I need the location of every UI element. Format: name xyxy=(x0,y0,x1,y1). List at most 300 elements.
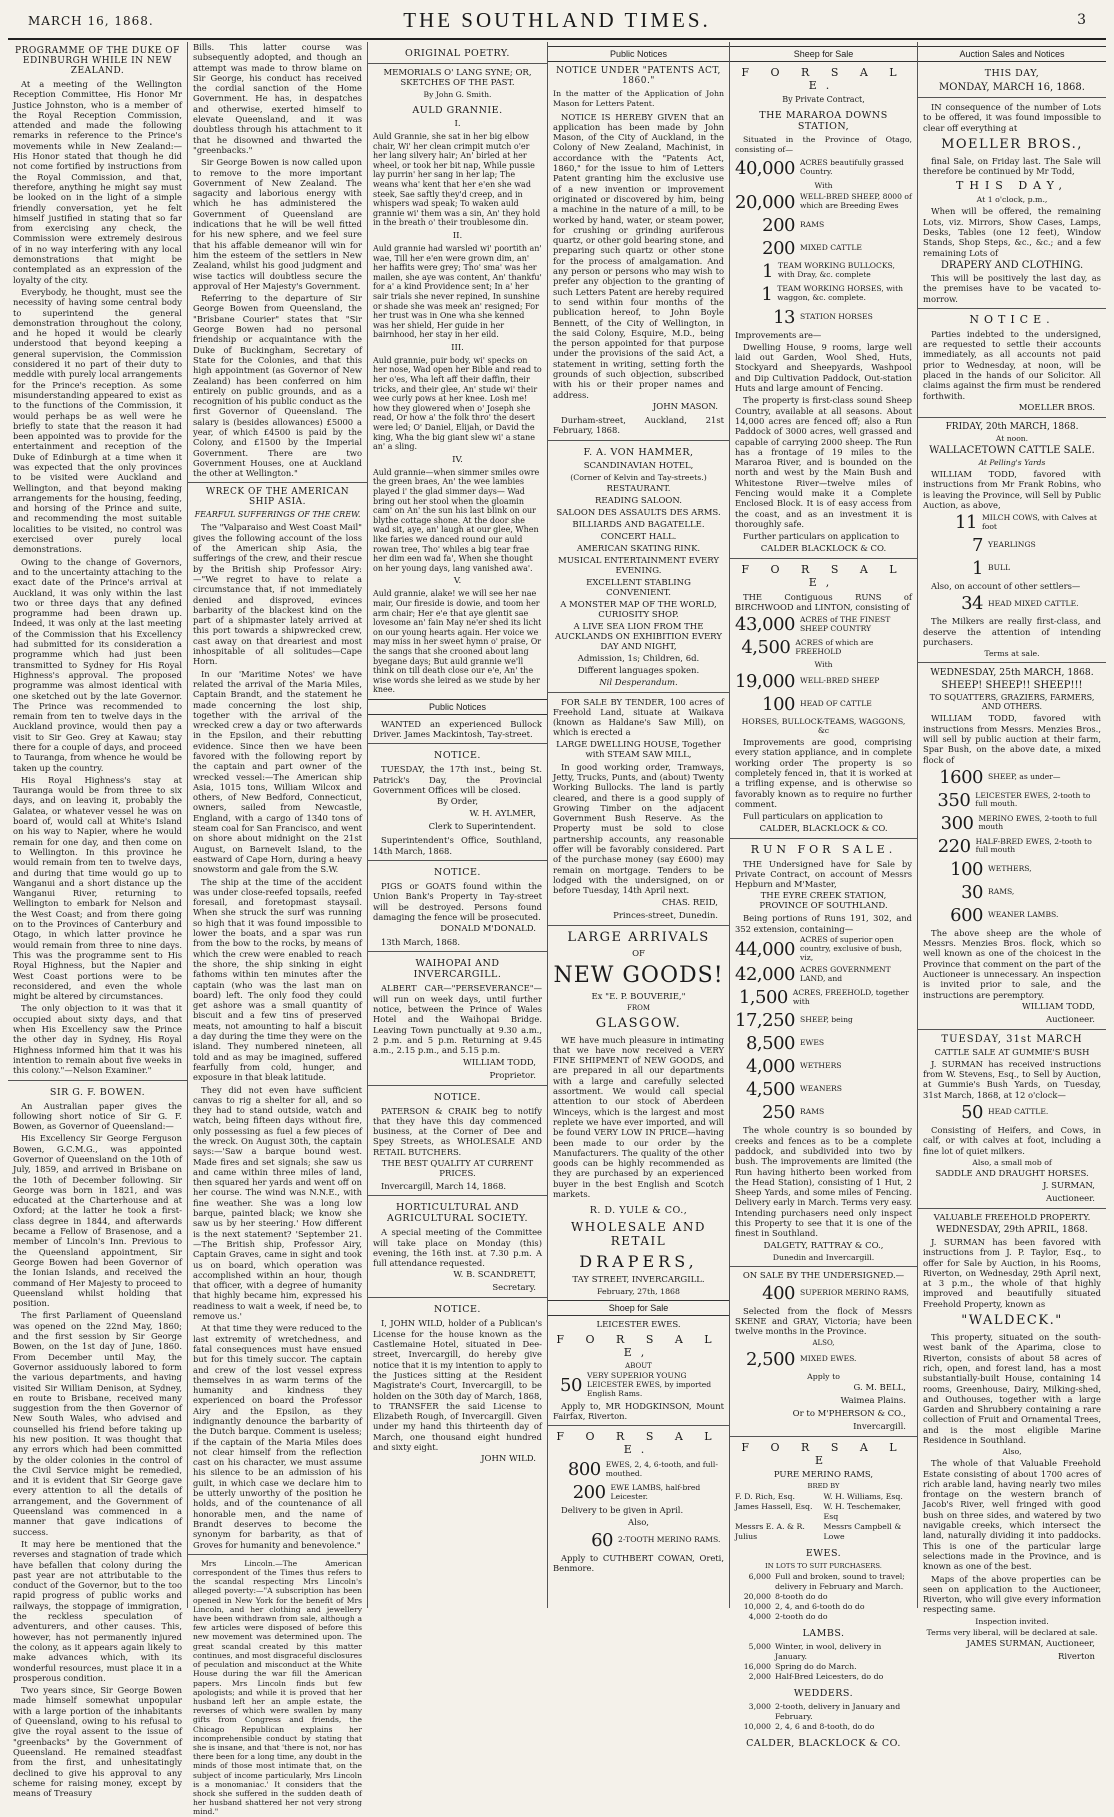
quantity: 17,250 xyxy=(735,1010,795,1032)
hotel-name: F. A. VON HAMMER, xyxy=(583,446,694,458)
notice-text: WILLIAM TODD, favored with instructions from Mr Frank Robins, who is leaving the Province, will Sell by Public Auction, as above, xyxy=(923,468,1101,510)
notice-text: Being portions of Runs 191, 302, and 352 extension, containing— xyxy=(735,913,912,934)
hotel-address: (Corner of Kelvin and Tay-streets.) xyxy=(570,472,707,482)
column-4 xyxy=(548,42,730,1608)
amenity: SALOON DES ASSAULTS DES ARMS. xyxy=(556,507,721,518)
article-paragraph: Owing to the change of Governors, and to the uncertainty attaching to the exact date of the Prince's arrival at Auckland, it was only within the last two or three days that any defined programme had been drawn up. Indeed, it was only at the last meeting of the Commission that his Excellency had submitted for its consideration a programme which had just been transmitted to Sydney for His Royal Highness's approval. The proposed programme was almost identical with one sketched out by the late Governor. The Prince was recommended to remain from ten to twelve days in the Auckland province, would then pay a visit to Sir Geo. Grey at Kawau; stay there for a couple of days, and proceed to Tauranga, from whence he would be taken up the country. xyxy=(13,556,182,773)
notice-text: BRED BY xyxy=(807,1481,840,1490)
quantity: 10,000 xyxy=(743,1721,771,1731)
sale-date: MONDAY, MARCH 16, 1868. xyxy=(939,82,1085,93)
notice-text: NOTICE IS HEREBY GIVEN that an application has been made by John Mason, of the City of Auckland, in the Colony of New Zealand, Machinist, in accordance with the "Patents Act, 1860," for the issue to him of Letters Patent granting him the exclusive use of a new invention or improvement originated or discovered by him, being a machine in the nature of a mill, to be worked by hand, water, or steam power, for crushing or grinding auriferous quartz, or other gold bearing stone, and preparing such quartz or other stone for the process of amalgamation. And any person or persons who may wish to prefer any objection to the granting of such Letters Patent are hereby required to send within four months of the publication hereof, to John Boyle Bennett, of the City of Wellington, in the said Colony, Esquire, M.D., being the person appointed for that purpose under the provisions of the said Act, a statement in writing, setting forth the grounds of such objection, subscribed with his or their proper names and address. xyxy=(553,111,724,400)
divider xyxy=(918,1208,1106,1209)
quantity: 800 xyxy=(567,1459,601,1481)
notice-text: PATERSON & CRAIK beg to notify that they have this day commenced business, at the Corner of Dee and Spey Streets, as WHOLESALE AND RETAIL BUTCHERS. xyxy=(373,1105,542,1157)
ad-text: WE have much pleasure in intimating that we have now received a VERY FINE SHIPMENT of NEW GOODS, and are prepared in all our departments with a large and carefully selected assortment. We would call special attention to our stock of Aberdeen Winceys, which is the largest and most replete we have ever imported, and will be found VERY LOW IN PRICE—having been made to our order by the Manufacturers. The quality of the other goods can be highly recommended as they are purchased by an experienced buyer in the best English and Scotch markets. xyxy=(553,1034,724,1199)
for-sale-heading: F O R S A L E, xyxy=(556,1333,721,1360)
description: SUPERIOR MERINO RAMS, xyxy=(800,1287,909,1297)
masthead xyxy=(8,6,1106,40)
amenity: BILLIARDS AND BAGATELLE. xyxy=(572,519,705,530)
hotel-subtitle: SCANDINAVIAN HOTEL, xyxy=(583,460,694,471)
quantity: 16,000 xyxy=(743,1661,771,1671)
notice-text: With xyxy=(814,660,833,670)
divider xyxy=(188,1554,367,1555)
stock-line xyxy=(735,284,912,305)
description: 2-tooth do do xyxy=(775,1611,828,1621)
notice-text: Durham-street, Auckland, 21st February, 1868. xyxy=(553,414,724,436)
article-paragraph: They did not even have sufficient canvas to rig a shelter for all, and so they had to stand outside, watch and watch, being fifteen days without fire, only possessing as fuel a few pieces of the wreck. On August 30th, the captain says:—'Saw a barque bound west. Made fires and set signals; she saw us and came within three miles of land, then squared her yards and went off on her course. The wind was N.N.E., with fine weather. She was a long low barque, painted black; we know she saw us by her steering.' How different is the next statement? 'September 21.—The British ship, Professor Airy, Captain Graves, came in sight and took us on board, which operation was accomplished within an hour, though that officer, with a degree of humanity that highly became him, expressed his readiness to wait a week, if need be, to remove us.' xyxy=(193,1084,362,1322)
notice-text: When will be offered, the remaining Lots, viz. Mirrors, Show Cases, Lamps, Desks, Tables (one 12 feet), Window Stands, Shop Steps, &c., &c.; and a few remaining Lots of xyxy=(923,206,1101,258)
notice-text: Improvements are— xyxy=(735,329,822,340)
description: ACRES of which are FREEHOLD xyxy=(795,637,874,656)
stock-line xyxy=(735,964,912,985)
description: RAMS xyxy=(800,219,825,229)
description: BULL xyxy=(988,563,1011,573)
notice-heading: WEDDERS. xyxy=(793,1687,854,1699)
divider xyxy=(368,951,547,952)
notice-text: Improvements are good, comprising every station appliance, and in complete working order The property is so completely fenced in, that it is worked at a trifling expense, and is otherwise so favorably known as to require no further comment. xyxy=(735,737,912,809)
breeder: W. H. Williams, Esq. xyxy=(823,1491,903,1501)
article-paragraph: It may here be mentioned that the reverses and stagnation of trade which have befallen that colony during the past year are not attributable to the conduct of the Governor, but to the too rapid progress of public works and railways, the stoppage of immigration, the reckless speculation of adventurers, and other causes. This, however, has not permanently injured the colony, as it appears again likely to make advances which, with its wonderful resources, must place it in a prosperous condition. xyxy=(13,1538,182,1683)
description: ACRES beautifully grassed Country. xyxy=(799,158,904,177)
stock-line xyxy=(735,987,912,1008)
for-sale-heading: F O R S A L E, xyxy=(741,562,906,589)
description: MIXED EWES. xyxy=(800,1353,857,1363)
quantity: 200 xyxy=(572,1482,606,1504)
divider xyxy=(368,63,547,64)
property-name: "WALDECK." xyxy=(961,1313,1063,1329)
notice-text: By Order, xyxy=(436,797,479,808)
quantity: 5,000 xyxy=(748,1641,771,1651)
description: VERY SUPERIOR YOUNG LEICESTER EWES, by imported English Rams. xyxy=(586,1371,712,1398)
quantity: 250 xyxy=(762,1102,795,1124)
stock-line xyxy=(735,1033,912,1054)
article-subheading: FEARFUL SUFFERINGS OF THE CREW. xyxy=(194,510,361,520)
notice-text: The whole country is so bounded by creeks and fences as to be a complete paddock, and subdivided into two by bush. The improvements are limited (the Run having hitherto been worked from the Head Station), consisting of 1 Hut, 2 Sheep Yards, and some miles of Fencing. Delivery early in March. Terms very easy. Intending purchasers need only inspect this Property to see that it is one of the finest in Southland. xyxy=(735,1125,912,1239)
notice-text: LARGE DWELLING HOUSE, Together with STEAM SAW MILL, xyxy=(556,739,721,760)
ad-headline: LARGE ARRIVALS xyxy=(567,929,710,945)
table-row xyxy=(735,1612,912,1622)
amenity: READING SALOON. xyxy=(595,495,682,506)
notice-text: The above sheep are the whole of Messrs. Menzies Bros. flock, which so well known as one of the choicest in the Province that comment on the part of the Auctioneer is unnecessary. An inspection is invited prior to sale, and the instructions are peremptory. xyxy=(923,927,1101,1000)
firm-line: DRAPERS, xyxy=(579,1252,698,1272)
article-heading: SIR G. F. BOWEN. xyxy=(49,1086,146,1098)
stock-line xyxy=(735,238,912,259)
signature-title: Proprietor. xyxy=(489,1070,536,1081)
stock-line xyxy=(735,694,912,715)
signature: JAMES SURMAN, Auctioneer, xyxy=(966,1638,1095,1649)
notice-text: The Milkers are really first-class, and deserve the attention of intending purchasers. xyxy=(923,616,1101,648)
section-header: Auction Sales and Notices xyxy=(918,46,1106,62)
quantity: 4,000 xyxy=(745,1056,795,1078)
firm-name: DALGETY, RATTRAY & CO., xyxy=(763,1240,884,1251)
motto: Nil Desperandum. xyxy=(599,677,678,688)
article-paragraph: At a meeting of the Wellington Reception Committee, His Honor Mr Justice Johnston, who is a member of the Royal Reception Commission, attended and made the following remarks in reference to the Prince's movements while in New Zealand:—His Honor stated that though he did not come fortified by instructions from the Royal Commission, and that, therefore, anything he might say must be looked on in the light of a simple friendly conversation, yet he felt himself justified in stating that so far from exercising any check, the Commission were extremely desirous of in no way interfering with any local demonstrations that might be contemplated as an expression of the loyalty of the city. xyxy=(13,79,182,285)
notice-heading: LAMBS. xyxy=(802,1627,845,1639)
firm-line: WHOLESALE AND RETAIL xyxy=(570,1220,707,1249)
column-1 xyxy=(8,42,188,1799)
quantity: 1 xyxy=(972,558,983,580)
description: Half-Bred Leicesters, do do xyxy=(775,1671,884,1681)
notice-text: FOR SALE BY TENDER, 100 acres of Freehold Land, situate at Waikava (known as Haldane's Saw Mill), on which is erected a xyxy=(553,696,724,738)
notice-text: Apply to CUTHBERT COWAN, Oreti, Benmore. xyxy=(553,1552,724,1573)
firm-name: R. D. YULE & CO., xyxy=(589,1205,688,1217)
quantity: 60 xyxy=(591,1529,613,1551)
notice-heading: NOTICE. xyxy=(434,750,481,762)
notice-text: Further particulars on application to xyxy=(743,531,900,542)
sale-subheading: SADDLE AND DRAUGHT HORSES. xyxy=(935,1168,1089,1179)
notice-text: By Private Contract, xyxy=(782,95,865,104)
quantity: 1 xyxy=(761,283,773,305)
description: WELL-BRED SHEEP, 8000 of which are Breeding Ewes xyxy=(799,192,912,211)
sale-heading: DRAPERY AND CLOTHING. xyxy=(940,259,1084,271)
stock-line xyxy=(923,593,1101,614)
ewes-table xyxy=(735,1572,912,1622)
notice-text: J. SURMAN has been favored with instructions from J. P. Taylor, Esq., to offer for Sale by Auction, in his Rooms, Riverton, on Wednesday, 29th April next, at 3 p.m., the whole of that highly improved and beautifully situated Freehold Property, known as xyxy=(923,1236,1101,1309)
article-paragraph: Bills. This latter course was subsequently adopted, and though an attempt was made to throw blame on Sir George, his conduct has received the cordial sanction of the Home Government. He has, in despatches and otherwise, exerted himself to elevate Queensland, and it was doubtless through his attachment to it that he disowned and thwarted the "greenbacks." xyxy=(193,42,362,155)
sale-heading: VALUABLE FREEHOLD PROPERTY. xyxy=(933,1212,1091,1223)
article-paragraph: Everybody, he thought, must see the necessity of having some central body to superintend the general demonstration throughout the colony, and he hoped it would be clearly understood that beyond keeping a general supervision, the Commission considered it no part of their duty to meddle with purely local arrangements for the Prince's reception. As some misunderstanding appeared to exist as to the functions of the Commission, it would perhaps be as well were he briefly to state that the reason it had been appointed was to provide for the entertainment and reception of the Duke of Edinburgh at a time when it was expected that the only provinces to be visited were Auckland and Wellington, and that beyond making arrangements for the housing, feeding, and horsing of the Prince and suite, and recommending the most suitable localities to be visited, no control was exercised over purely local demonstrations. xyxy=(13,286,182,555)
article-paragraph: Sir George Bowen is now called upon to remove to the more important Government of New Zealand. The sagacity and laborious energy with which he has administered the Government of Queensland are indications that he will be well fitted for his new sphere, and we feel sure that his affable demeanor will win for him the esteem of the settlers in New Zealand, whilst his good judgment and wise tactics will doubtless secure the approval of Her Majesty's Government. xyxy=(193,157,362,291)
table-row xyxy=(735,1642,912,1662)
divider xyxy=(918,662,1106,663)
quantity: 6,000 xyxy=(748,1571,771,1581)
quantity: 13 xyxy=(773,306,795,328)
notice-text: THE BEST QUALITY AT CURRENT PRICES. xyxy=(381,1159,534,1179)
notice-heading: LEICESTER EWES. xyxy=(596,1320,681,1331)
notice-text: WANTED an experienced Bullock Driver. James Mackintosh, Tay-street. xyxy=(373,718,542,740)
divider xyxy=(730,558,917,559)
admission: Admission, 1s; Children, 6d. xyxy=(577,653,700,664)
notice-text: Parties indebted to the undersigned, are requested to settle their accounts immediately, as all accounts not paid prior to Wednesday, at noon, will be placed in the hands of our Solicitor. All claims against the firm must be rendered forthwith. xyxy=(923,328,1101,401)
for-sale-heading: F O R S A L E. xyxy=(556,1430,721,1457)
notice-text: Consisting of Heifers, and Cows, in calf, or with calves at foot, including a fine lot of quiet milkers. xyxy=(923,1125,1101,1156)
quantity: 300 xyxy=(940,812,974,834)
description: 2, 4, and 6-tooth do do xyxy=(775,1601,865,1611)
quantity: 4,500 xyxy=(741,637,791,659)
signature: WILLIAM TODD, xyxy=(463,1057,536,1068)
notice-date: Invercargill, March 14, 1868. xyxy=(381,1181,507,1191)
breeder: W. H. Teschemaker, Esq xyxy=(823,1501,901,1521)
firm-address: TAY STREET, INVERCARGILL. xyxy=(572,1275,705,1286)
divider xyxy=(918,1029,1106,1030)
notice-text: This will be positively the last day, as the premises have to be vacated to-morrow. xyxy=(923,272,1101,304)
quantity: 43,000 xyxy=(735,614,795,636)
notice-text: Also, xyxy=(1002,1447,1022,1457)
sale-date: WEDNESDAY, 25th MARCH, 1868. xyxy=(930,667,1094,679)
signature: Or to M'PHERSON & CO., xyxy=(792,1408,906,1419)
section-header: Sheep for Sale xyxy=(730,46,917,62)
quantity: 1,500 xyxy=(738,987,788,1009)
stock-line xyxy=(735,1349,912,1370)
notice-text: ABOUT xyxy=(625,1362,652,1371)
signature-address: Waimea Plains. xyxy=(840,1395,906,1406)
ad-headline: NEW GOODS! xyxy=(553,962,724,988)
description: RAMS xyxy=(800,1107,825,1117)
divider xyxy=(918,97,1106,98)
article-paragraph: The ship at the time of the accident was under close-reefed topsails, reefed foresail, and foretopmast staysail. When she struck the surf was running so high that it was found impossible to lower the boats, and a spar was run from the bow to the rocks, by means of which the crew were enabled to reach the shore, the ship sinking in eight fathoms within ten minutes after the captain (who was the last man on board) left. The only food they could get ashore was a small quantity of biscuit and a few tins of preserved meats, not amounting to half a biscuit a day during the time they were on the island. They numbered nineteen, all told and as may be imagined, suffered fearfully from cold, hunger, and exposure in that bleak latitude. xyxy=(193,876,362,1083)
description: 2-tooth, delivery in January and February. xyxy=(775,1701,901,1721)
stanza-number: I. xyxy=(454,119,461,129)
article-paragraph: An Australian paper gives the following short notice of Sir G. F. Bowen, as Governor of Queensland:— xyxy=(13,1100,182,1132)
notice-text: IN LOTS TO SUIT PURCHASERS. xyxy=(765,1561,882,1570)
signature-title: Secretary. xyxy=(492,1283,536,1294)
stanza-number: V. xyxy=(453,576,462,587)
quantity: 11 xyxy=(955,512,977,534)
firm-address: Dunedin and Invercargill. xyxy=(772,1252,875,1262)
ad-subline: Ex "E. P. BOUVERIE," xyxy=(591,991,686,1002)
description: LEICESTER EWES, 2-tooth to full mouth. xyxy=(975,790,1091,809)
quantity: 200 xyxy=(762,214,795,236)
signature: J. SURMAN, xyxy=(1043,1180,1095,1191)
notice-text: ALSO, xyxy=(812,1338,835,1347)
firm-name: MOELLER BROS., xyxy=(941,136,1083,152)
sale-heading: CATTLE SALE AT GUMMIE'S BUSH xyxy=(934,1046,1090,1057)
description: YEARLINGS xyxy=(988,540,1036,550)
stanza: Auld grannie had warsled wi' poortith an' wae, Till her e'en were grown dim, an' her haffits were grey; Tho' sma' was her mailen, she aye was content, An' thankfu' for a' a kind Providence sent; In a' her sair trials she never repined, In sunshine or shade she was meek an' resigned; For her trust was in One wha she kenned was her shield, Her guide in her bairnhood, her stay in her eild. xyxy=(373,243,542,340)
quantity: 100 xyxy=(762,694,795,716)
breeders-list xyxy=(735,1492,912,1542)
article-paragraph: The first Parliament of Queensland was opened on the 22nd May, 1860; and the first session by Sir George Bowen, on the 1st day of June, 1860. From December until May, the Governor assiduously labored to form the various departments, and having visited Sir William Denison, at Sydney, en route to Brisbane, received many suggestion from the then Governor of New South Wales, who advised and counselled his friend before taking up his new position. It was thought that any errors which had been committed by the older colonies in the control of the Civil Service might be remedied, and it is evident that Sir George gave every attention to all the details of arrangement, and the Government of Queensland was commenced in a manner that gave indications of success. xyxy=(13,1310,182,1537)
stock-line xyxy=(735,1102,912,1123)
signature-address: Riverton xyxy=(1057,1651,1095,1662)
quantity: 1600 xyxy=(939,766,983,788)
description: MILCH COWS, with Calves at foot xyxy=(981,512,1097,531)
quantity: 42,000 xyxy=(735,964,795,986)
divider xyxy=(368,1085,547,1086)
table-row xyxy=(735,1702,912,1722)
firm-name: CALDER, BLACKLOCK & CO. xyxy=(746,1737,901,1749)
description: EWES, 2, 4, 6-tooth, and full-mouthed. xyxy=(605,1459,718,1478)
notice-text: J. SURMAN has received instructions from W. Stevens, Esq., to Sell by Auction, at Gummie's Bush Yards, on Tuesday, 31st March, 1868, at 12 o'clock— xyxy=(923,1058,1101,1100)
notice-text: Selected from the flock of Messrs SKENE and GRAY, Victoria; have been twelve months in the Province. xyxy=(735,1305,912,1337)
signature-title: Clerk to Superintendent. xyxy=(428,822,536,833)
notice-heading: NOTICE. xyxy=(434,1091,481,1103)
signature: W. H. AYLMER, xyxy=(469,809,536,820)
quantity: 7 xyxy=(972,535,983,557)
divider xyxy=(918,308,1106,309)
divider xyxy=(918,417,1106,418)
table-row xyxy=(735,1662,912,1672)
issue-date: MARCH 16, 1868. xyxy=(28,14,154,28)
stock-line xyxy=(735,936,912,962)
description: 2-TOOTH MERINO RAMS. xyxy=(618,1534,721,1544)
quantity: 4,500 xyxy=(745,1079,795,1101)
stock-line xyxy=(735,1283,912,1304)
description: HALF-BRED EWES, 2-tooth to full mouth xyxy=(975,836,1092,855)
stock-line xyxy=(735,215,912,236)
article-paragraph: Mrs Lincoln.—The American correspondent of the Times thus refers to the scandal respecting Mrs Lincoln's alleged poverty:—"A subscription has been opened in New York for the benefit of Mrs Lincoln, and her clothing and jewellery have been withdrawn from sale, although a few articles were disposed of before this new movement was determined upon. The great scandal created by this matter continues, and most disgraceful disclosures of peculation and misconduct at the White House during the war fill the American papers. Mrs Lincoln finds but few apologists; and while it is proved that her husband left her an ample estate, the reverses of which were swallen by many gifts from Congress and friends, the Chicago Republican explains her incomprehensible conduct by stating that she is insane, and that 'there is not, nor has there been for a long time, any doubt in the minds of those most intimate that, on the subject of income particularly, Mrs Lincoln is a monomaniac.' It considers that the shock she suffered in the sudden death of her husband shattered her not very strong mind." xyxy=(193,1558,362,1817)
amenity: EXCELLENT STABLING CONVENIENT. xyxy=(586,577,691,598)
description: SHEEP, as under— xyxy=(988,771,1061,781)
article-paragraph: The "Valparaiso and West Coast Mail" gives the following account of the loss of the American ship Asia, the sufferings of the crew, and their rescue by the British ship Professor Airy:—"We regret to have to relate a circumstance that, if not immediately denied and disproved, evinces barbarity of the blackest kind on the part of a shipmaster lately arrived at this port towards a shipwrecked crew, cast away on that dreariest and most inhospitable of all solitudes—Cape Horn. xyxy=(193,522,362,667)
description: HEAD OF CATTLE xyxy=(800,699,872,709)
description: Spring do do March. xyxy=(775,1661,857,1671)
section-heading: ORIGINAL POETRY. xyxy=(405,48,510,59)
description: MIXED CATTLE xyxy=(800,242,862,252)
quantity: 100 xyxy=(950,858,983,880)
notice-text: Delivery to be given in April. xyxy=(561,1505,684,1516)
amenity: AMERICAN SKATING RINK. xyxy=(576,543,701,554)
quantity: 20,000 xyxy=(743,1591,771,1601)
divider xyxy=(188,482,367,483)
notice-heading: NOTICE. xyxy=(969,312,1055,326)
description: HEAD MIXED CATTLE. xyxy=(988,598,1079,608)
quantity: 8,500 xyxy=(745,1033,795,1055)
for-sale-heading: F O R S A L E. xyxy=(741,66,906,92)
description: WEANERS xyxy=(800,1084,842,1094)
divider xyxy=(548,925,729,926)
stock-line xyxy=(553,1530,724,1551)
notice-text: Inspection invited. xyxy=(975,1616,1049,1626)
stock-line xyxy=(923,836,1101,857)
sale-heading: THIS DAY, xyxy=(956,179,1068,193)
signature: WILLIAM TODD, xyxy=(1022,1001,1095,1012)
stock-line xyxy=(735,1056,912,1077)
quantity: 50 xyxy=(560,1374,582,1396)
notice-text: IN consequence of the number of Lots to be offered, it was found impossible to clear off everything at xyxy=(923,102,1101,133)
sale-heading: THIS DAY, xyxy=(984,68,1040,79)
stanza: Auld grannie—when simmer smiles owre the green braes, An' the wee lambies played i' the glad simmer days— Wad bring out her stool when the gloamin cam' on An' the sun his last blink on our blythe cottage shone. At the door she wad sit, aye, an' laugh at our glee, When like faries we danced round our auld rowan tree, Tho' whiles a big tear frae her dim een wad fa', When she thought on her young days, lang vanished awa'. xyxy=(373,467,540,573)
signature-address: Princes-street, Dunedin. xyxy=(613,910,718,921)
description: STATION HORSES xyxy=(800,311,873,321)
notice-text: TUESDAY, the 17th inst., being St. Patrick's Day, the Provincial Government Offices will be closed. xyxy=(373,764,542,796)
notice-text: A special meeting of the Committee will take place on Monday (this) evening, the 16th inst. at 7.30 p.m. A full attendance requested. xyxy=(373,1227,542,1269)
notice-heading: NOTICE. xyxy=(434,866,481,878)
quantity: 34 xyxy=(961,593,983,615)
divider xyxy=(368,860,547,861)
amenity: Different languages spoken. xyxy=(577,665,700,676)
description: 8-tooth do do xyxy=(775,1591,828,1601)
sale-heading: WALLACETOWN CATTLE SALE. xyxy=(929,444,1095,456)
section-header: Public Notices xyxy=(368,699,547,715)
description: Winter, in wool, delivery in January. xyxy=(775,1641,882,1661)
quantity: 2,000 xyxy=(748,1671,771,1681)
amenity: A LIVE SEA LION FROM THE AUCKLANDS ON EXHIBITION EVERY DAY AND NIGHT, xyxy=(555,621,722,652)
sale-location: At Pelling's Yards xyxy=(978,457,1046,467)
quantity: 600 xyxy=(950,904,983,926)
ad-headline: GLASGOW. xyxy=(595,1015,682,1031)
divider xyxy=(8,1080,187,1081)
column-2 xyxy=(188,42,368,1817)
quantity: 40,000 xyxy=(735,157,795,179)
for-sale-heading: RUN FOR SALE. xyxy=(750,842,897,856)
description: Full and broken, sound to travel; delivery in February and March. xyxy=(775,1571,905,1591)
article-heading: PROGRAMME OF THE DUKE OF EDINBURGH WHILE IN NEW ZEALAND. xyxy=(15,46,180,76)
notice-text: The whole of that Valuable Freehold Estate consisting of about 1700 acres of rich arable land, having nearly two miles frontage on the western branch of Jacob's River, well fringed with good bush on three sides, and watered by two navigable creeks, which intersect the land, naturally dividing it into paddocks. This is one of the particular large selections made in the Province, and is known as one of the best. xyxy=(923,1458,1101,1572)
article-paragraph: Referring to the departure of Sir George Bowen from Queensland, the "Brisbane Courier" states that "Sir George Bowen had no personal friendship or acquaintance with the Duke of Buckingham, Secretary of State for the Colonies, and that this high appointment (as Governor of New Zealand) has been conferred on him entirely on public grounds, and as a recognition of his public conduct as the first Governor of Queensland. The salary is (besides allowances) £5000 a year, of which £4500 is paid by the Colony, and £1500 by the Imperial Government. There are two Government Houses, one at Auckland the other at Wellington." xyxy=(193,293,362,479)
notice-text: Apply to, MR HODGKINSON, Mount Fairfax, Riverton. xyxy=(553,1400,724,1421)
divider xyxy=(548,440,729,441)
description: ACRES, FREEHOLD, together with xyxy=(792,988,909,1006)
lambs-table xyxy=(735,1642,912,1682)
breeder: Messrs Campbell & Lowe xyxy=(823,1521,902,1541)
notice-text: WILLIAM TODD, favored with instructions from Messrs. Menzies Bros., will sell by public auction at their farm, Spar Bush, on the above date, a mixed flock of xyxy=(923,713,1101,765)
notice-text: Also, a small mob of xyxy=(972,1157,1052,1167)
stock-line xyxy=(735,637,912,658)
section-header: Shoep for Sale xyxy=(548,1300,729,1316)
notice-heading: NOTICE. xyxy=(434,1304,481,1316)
sale-date: TUESDAY, 31st MARCH xyxy=(941,1033,1083,1045)
page-number: 3 xyxy=(1077,12,1086,28)
table-row xyxy=(735,1572,912,1592)
notice-text: With xyxy=(814,180,833,190)
description: TEAM WORKING BULLOCKS, with Dray, &c. complete xyxy=(777,261,895,280)
amenity: A MONSTER MAP OF THE WORLD, CURIOSITY SHOP. xyxy=(560,599,717,620)
table-row xyxy=(735,1672,912,1682)
divider xyxy=(730,1266,917,1267)
sale-terms: Terms at sale. xyxy=(984,649,1040,659)
article-paragraph: His Royal Highness's stay at Tauranga would be from three to six days, and on leaving it, probably the Galatea, or whatever vessel he was on board of, would call at White's Island on his way to Napier, where he would remain for one day, and then come on to Wellington. In this province he would remain from ten to twelve days, and during that time would go up to Wanganui and a short distance up the Wanganui River, returning to Wellington to embark for Nelson and the West Coast; and from there going on to the Provinces of Canterbury and Otago, in which latter province he would remain from three to nine days. This was the programme sent to His Royal Highness, but the Napier and West Coast portions were to be reconsidered, and even the whole might be altered by circumstances. xyxy=(13,774,182,1002)
firm-name: CALDER BLACKLOCK & CO. xyxy=(760,543,887,554)
description: ACRES of THE FINEST SHEEP COUNTRY xyxy=(799,614,891,633)
stock-line xyxy=(923,905,1101,926)
notice-heading: HORTICULTURAL AND AGRICULTURAL SOCIETY. xyxy=(386,1202,528,1225)
column-5 xyxy=(730,42,918,1749)
divider xyxy=(368,743,547,744)
description: 2, 4, 6 and 8-tooth, do do xyxy=(775,1721,875,1731)
section-header: Public Notices xyxy=(548,46,729,62)
stanza: Auld Grannie, she sat in her big elbow chair, Wi' her clean crimpit mutch o'er her lang silvery hair; An' birled at her wheel, or took her bit nap, While pussie lay purrin' her sang in her lap; The weans wha' kent that her e'en she wad steek, Sae saftly they'd creep, and in whispers wad speak; To waken auld grannie wi' them was a sin, An' they hold in the breath o' their troublesome din. xyxy=(373,132,541,228)
description: WETHERS, xyxy=(988,863,1032,873)
stock-line xyxy=(553,1482,724,1503)
article-heading: WRECK OF THE AMERICAN SHIP ASIA. xyxy=(205,487,350,508)
notice-text: Also, xyxy=(627,1517,650,1528)
stock-line xyxy=(923,558,1101,579)
notice-text: PIGS or GOATS found within the Union Bank's Property in Tay-street will be destroyed. Persons found damaging the fence will be prosecuted. xyxy=(373,880,542,922)
signature-title: Auctioneer. xyxy=(1046,1014,1095,1025)
quantity: 20,000 xyxy=(735,191,795,213)
divider xyxy=(368,1297,547,1298)
signature: W. B. SCANDRETT, xyxy=(453,1270,536,1281)
notice-heading: NOTICE UNDER "PATENTS ACT, 1860." xyxy=(556,66,721,86)
quantity: 4,000 xyxy=(748,1611,771,1621)
notice-text: This property, situated on the south-west bank of the Aparima, close to Riverton, consists of about 58 acres of rich, open, and forest land, has a most substantially-built House, containing 14 rooms, Greenhouse, Dairy, Milking-shed, and Outhouses, together with a large Garden and Shrubbery containing a rare collection of Fruit and Ornamental Trees, and is the most eligible Marine Residence in Southland. xyxy=(923,1332,1101,1445)
stanza: Auld grannie, puir body, wi' specks on her nose, Wad open her Bible and read to her o'es, Wha left aff their daffin, their tricks, and their glee, An' stude wi' their wee curly pows at her knee. Losh me! how they glowered when o' Joseph she read, Or how a' the folk thro' the desert were led; O' Daniel, Elijah, or David the king, Wha the big giant slew wi' a stane an' a sling. xyxy=(373,355,542,452)
poem-title: MEMORIALS O' LANG SYNE; OR, SKETCHES OF THE PAST. xyxy=(383,68,532,88)
notice-text: ALBERT CAR—"PERSEVERANCE"—will run on week days, until further notice, between the Prince of Wales Hotel and the Waihopai Bridge. Leaving Town punctually at 9.30 a.m., 2 p.m. and 5 p.m. Returning at 9.45 a.m., 2.15 p.m., and 5.15 p.m. xyxy=(373,983,542,1056)
divider xyxy=(368,1195,547,1196)
station-name: THE EYRE CREEK STATION, PROVINCE OF SOUTHLAND. xyxy=(759,891,888,912)
notice-text: Maps of the above properties can be seen on application to the Auctioneer, Riverton, who will give every information respecting same. xyxy=(923,1573,1101,1615)
stock-line xyxy=(735,158,912,179)
description: HEAD CATTLE. xyxy=(988,1107,1049,1117)
notice-text: Dwelling House, 9 rooms, large well laid out Garden, Wool Shed, Huts, Stockyard and Sheepyards, Washpool and Dip Cultivation Paddock, Out-station Huts and large amount of Fencing. xyxy=(735,341,912,394)
description: WELL-BRED SHEEP xyxy=(800,676,880,686)
stock-line xyxy=(735,671,912,692)
quantity: 1 xyxy=(761,260,773,282)
notice-text: The property is first-class sound Sheep Country, available at all seasons. About 14,000 acres are fenced off; also a Run Paddock of 3000 acres, well grassed and capable of carrying 2000 sheep. The Run has a frontage of 19 miles to the Mararoa River, and is bounded on the north and west by the Main Bush and Whitestone River—twelve miles of Fencing would make it a Complete Enclosed Block. It is of easy access from the coast, and as an investment it is thoroughly safe. xyxy=(735,395,912,529)
stanza-number: II. xyxy=(452,230,463,241)
column-3 xyxy=(368,42,548,1608)
newspaper-title: THE SOUTHLAND TIMES. xyxy=(403,8,711,32)
description: ACRES GOVERNMENT LAND, and xyxy=(799,965,891,983)
notice-text: final Sale, on Friday last. The Sale will therefore be continued by Mr Todd, xyxy=(923,155,1101,177)
notice-text: THE Undersigned have for Sale by Private Contract, on account of Messrs Hepburn and M'Master, xyxy=(735,858,912,890)
divider xyxy=(548,1425,729,1426)
stanza-number: IV. xyxy=(452,454,463,465)
signature: JOHN MASON. xyxy=(652,401,718,412)
quantity: 400 xyxy=(762,1282,795,1304)
stock-line xyxy=(553,1459,724,1480)
amenity: CONCERT HALL. xyxy=(600,531,677,542)
description: WETHERS xyxy=(800,1061,842,1071)
table-row xyxy=(735,1602,912,1612)
poem-heading: AULD GRANNIE. xyxy=(412,105,503,116)
stock-line xyxy=(923,512,1101,533)
stock-line xyxy=(735,1010,912,1031)
signature-title: Auctioneer. xyxy=(1046,1193,1095,1204)
poem xyxy=(373,119,542,695)
